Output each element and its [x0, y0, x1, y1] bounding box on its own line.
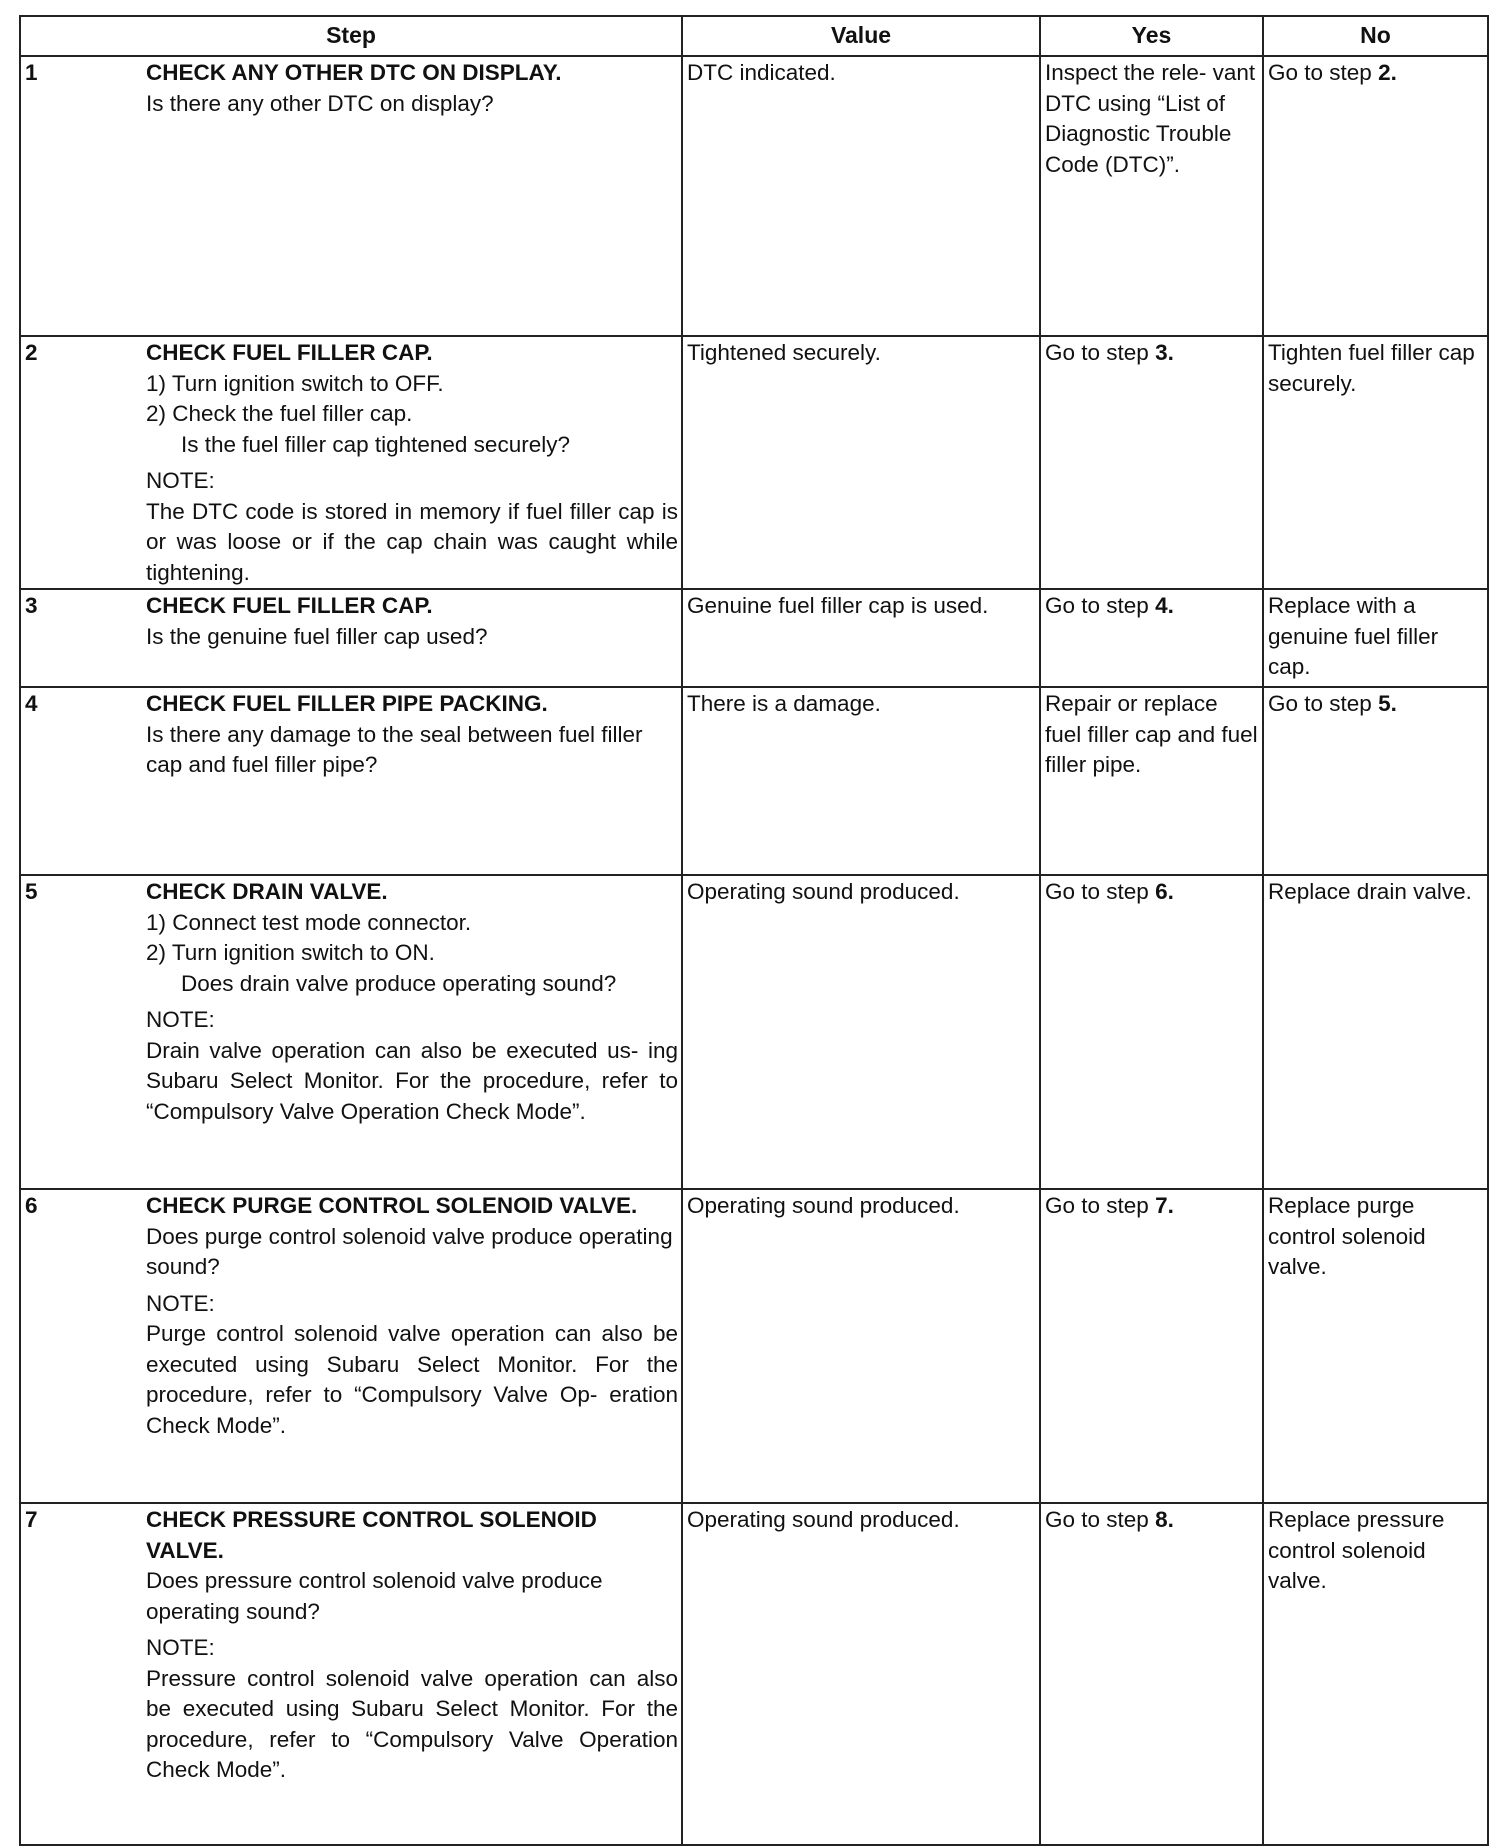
- yes-cell: [1040, 336, 1263, 589]
- step-reference: 3.: [1155, 340, 1174, 365]
- step-question: Is the genuine fuel filler cap used?: [146, 623, 488, 649]
- step-cell: [20, 56, 682, 336]
- table-row: [20, 589, 1488, 687]
- step-cell: [20, 1189, 682, 1503]
- step-title: CHECK FUEL FILLER CAP.: [146, 593, 433, 618]
- table-row: [20, 875, 1488, 1189]
- value-cell: Operating sound produced.: [682, 1503, 1040, 1845]
- value-cell: DTC indicated.: [682, 56, 1040, 336]
- step-item: 2) Check the fuel filler cap.: [146, 401, 413, 426]
- step-question: Does purge control solenoid valve produce operating sound?: [146, 1223, 673, 1279]
- no-cell: Replace pressure control solenoid valve.: [1263, 1503, 1488, 1845]
- step-title: CHECK PRESSURE CONTROL SOLENOID VALVE.: [146, 1507, 597, 1563]
- table-row: [20, 1189, 1488, 1503]
- yes-text: Go to step: [1045, 593, 1156, 618]
- step-question: Is there any other DTC on display?: [146, 90, 494, 116]
- no-text: Go to step: [1268, 60, 1379, 85]
- step-title: CHECK DRAIN VALVE.: [146, 879, 388, 904]
- step-cell: [20, 589, 682, 687]
- step-title: CHECK FUEL FILLER PIPE PACKING.: [146, 691, 548, 716]
- note-text: Drain valve operation can also be executed us- ing Subaru Select Monitor. For the procedure, refer to “Compulsory Valve Operation Check Mode”.: [146, 1037, 678, 1124]
- no-cell: [1263, 56, 1488, 336]
- no-cell: [1263, 687, 1488, 875]
- step-number: 1: [25, 60, 38, 85]
- header-yes: Yes: [1040, 16, 1263, 56]
- step-number: 6: [25, 1193, 38, 1218]
- no-cell: Replace purge control solenoid valve.: [1263, 1189, 1488, 1503]
- step-number: 4: [25, 691, 38, 716]
- value-cell: There is a damage.: [682, 687, 1040, 875]
- step-item: 1) Connect test mode connector.: [146, 909, 472, 935]
- step-number: 3: [25, 593, 38, 618]
- step-item: 2) Turn ignition switch to ON.: [146, 940, 435, 965]
- step-question: Is the fuel filler cap tightened securely?: [181, 431, 570, 457]
- step-number: 5: [25, 879, 38, 904]
- header-no: No: [1263, 16, 1488, 56]
- yes-cell: [1040, 1189, 1263, 1503]
- value-cell: Operating sound produced.: [682, 875, 1040, 1189]
- yes-text: Go to step: [1045, 1193, 1156, 1218]
- note-text: Pressure control solenoid valve operation can also be executed using Subaru Select Monitor. For the procedure, refer to “Compulsory Valve Operation Check Mode”.: [146, 1665, 678, 1782]
- step-question: Is there any damage to the seal between fuel filler cap and fuel filler pipe?: [146, 721, 643, 777]
- no-cell: Replace with a genuine fuel filler cap.: [1263, 589, 1488, 687]
- step-cell: [20, 875, 682, 1189]
- table-row: [20, 56, 1488, 336]
- step-title: CHECK PURGE CONTROL SOLENOID VALVE.: [146, 1193, 638, 1218]
- yes-text: Go to step: [1045, 879, 1156, 904]
- note-text: The DTC code is stored in memory if fuel filler cap is or was loose or if the cap chain was caught while tightening.: [146, 498, 678, 585]
- table-row: [20, 336, 1488, 589]
- step-item: 1) Turn ignition switch to OFF.: [146, 370, 444, 396]
- yes-text: Go to step: [1045, 1507, 1156, 1532]
- value-cell: Operating sound produced.: [682, 1189, 1040, 1503]
- diagnostic-table: [19, 15, 1489, 1846]
- note-label: NOTE:: [146, 1007, 215, 1032]
- step-question: Does pressure control solenoid valve produce operating sound?: [146, 1568, 603, 1624]
- step-cell: [20, 1503, 682, 1845]
- yes-cell: Inspect the rele- vant DTC using “List of Diagnostic Trouble Code (DTC)”.: [1040, 56, 1263, 336]
- yes-text: Go to step: [1045, 340, 1156, 365]
- step-reference: 2.: [1378, 60, 1397, 85]
- table-row: [20, 687, 1488, 875]
- no-cell: Tighten fuel filler cap securely.: [1263, 336, 1488, 589]
- step-reference: 4.: [1155, 593, 1174, 618]
- table-row: [20, 1503, 1488, 1845]
- step-reference: 8.: [1155, 1507, 1174, 1532]
- step-reference: 7.: [1155, 1193, 1174, 1218]
- table-header-row: [20, 16, 1488, 56]
- note-text: Purge control solenoid valve operation can also be executed using Subaru Select Monitor. For the procedure, refer to “Compulsory Valve Op- eration Check Mode”.: [146, 1321, 678, 1438]
- header-value: Value: [682, 16, 1040, 56]
- value-cell: Tightened securely.: [682, 336, 1040, 589]
- step-cell: [20, 687, 682, 875]
- note-label: NOTE:: [146, 1290, 215, 1316]
- step-number: 7: [25, 1507, 38, 1532]
- step-question: Does drain valve produce operating sound?: [181, 970, 617, 996]
- yes-cell: [1040, 875, 1263, 1189]
- note-label: NOTE:: [146, 1635, 215, 1660]
- step-reference: 6.: [1155, 879, 1174, 904]
- no-text: Go to step: [1268, 691, 1379, 716]
- yes-cell: Repair or replace fuel filler cap and fuel filler pipe.: [1040, 687, 1263, 875]
- value-cell: Genuine fuel filler cap is used.: [682, 589, 1040, 687]
- step-number: 2: [25, 340, 38, 365]
- step-title: CHECK ANY OTHER DTC ON DISPLAY.: [146, 60, 562, 85]
- header-step: Step: [20, 16, 682, 56]
- yes-cell: [1040, 1503, 1263, 1845]
- step-reference: 5.: [1378, 691, 1397, 716]
- no-cell: Replace drain valve.: [1263, 875, 1488, 1189]
- step-title: CHECK FUEL FILLER CAP.: [146, 340, 433, 365]
- step-cell: [20, 336, 682, 589]
- note-label: NOTE:: [146, 468, 215, 493]
- yes-cell: [1040, 589, 1263, 687]
